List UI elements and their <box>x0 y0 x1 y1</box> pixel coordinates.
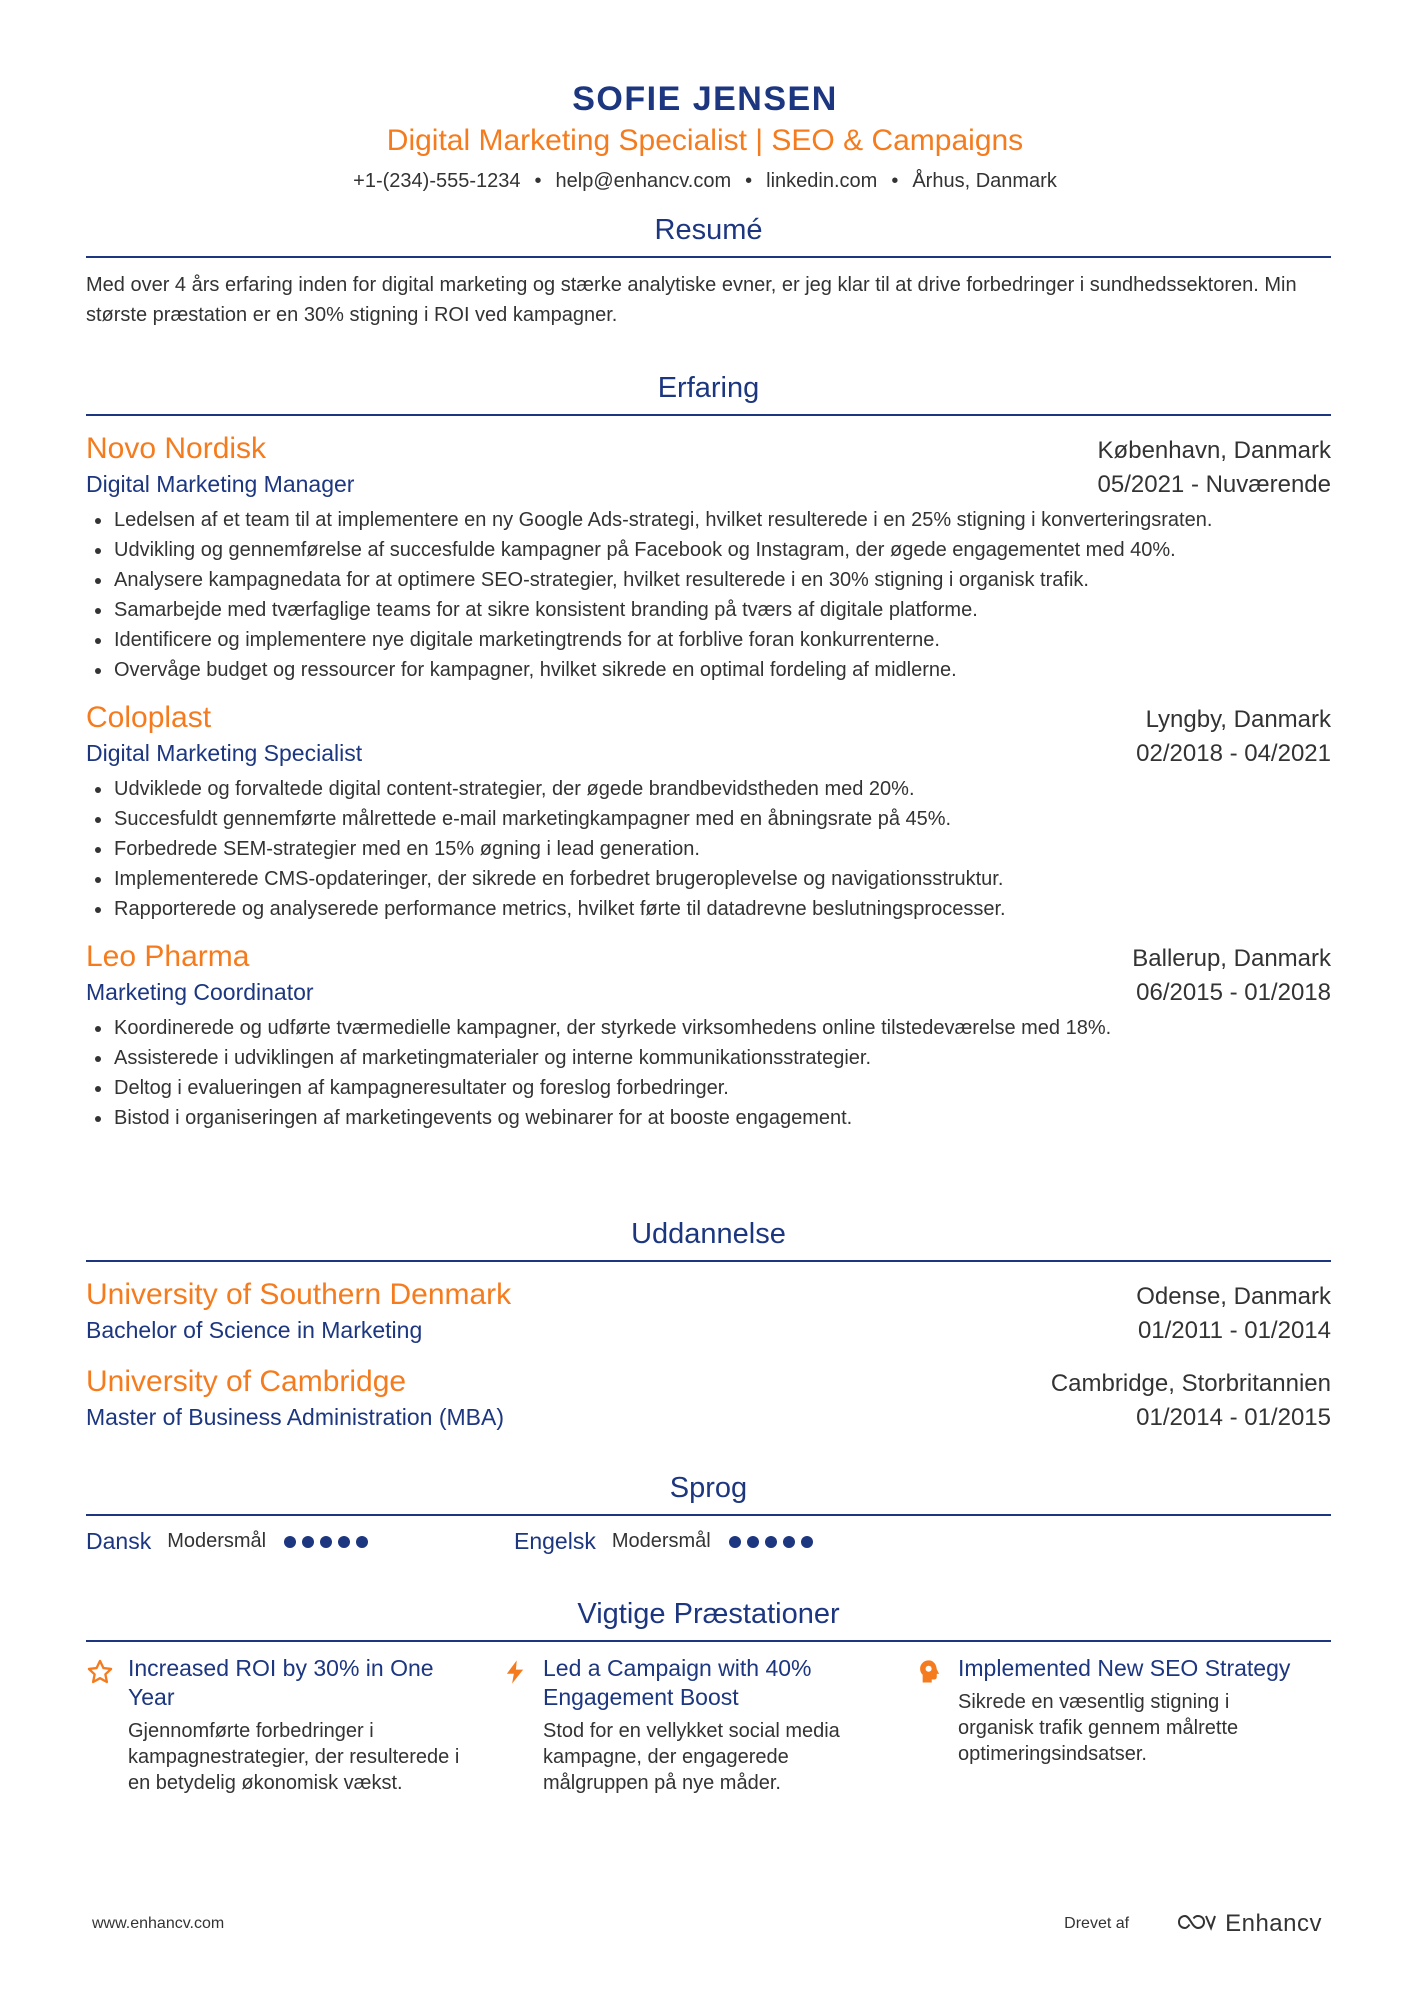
bullet-item: Analysere kampagnedata for at optimere SEO-strategier, hvilket resulterede i en 30% stigning i organisk trafik. <box>114 565 1331 595</box>
language-item <box>514 1528 942 1555</box>
rating-dot <box>765 1536 777 1548</box>
job-role: Marketing Coordinator <box>86 979 314 1005</box>
company-name: Novo Nordisk <box>86 432 267 465</box>
job-dates: 05/2021 - Nuværende <box>1097 471 1331 498</box>
education-entry <box>86 1276 1331 1347</box>
head-idea-icon <box>916 1654 958 1796</box>
rating-dot <box>747 1536 759 1548</box>
language-rating <box>284 1536 374 1548</box>
section-title: Resumé <box>86 212 1331 258</box>
candidate-name: SOFIE JENSEN <box>572 80 838 118</box>
phone[interactable]: +1-(234)-555-1234 <box>353 170 521 192</box>
school-location: Cambridge, Storbritannien <box>1050 1370 1331 1397</box>
achievement-title: Led a Campaign with 40% Engagement Boost <box>543 1655 812 1710</box>
language-rating <box>729 1536 819 1548</box>
bullet-item: Forbedrede SEM-strategier med en 15% øgning i lead generation. <box>114 834 1331 864</box>
achievement-item <box>916 1654 1331 1796</box>
rating-dot <box>356 1536 368 1548</box>
education-section <box>86 1216 1331 1434</box>
lightning-icon <box>501 1654 543 1796</box>
bullet-item: Koordinerede og udførte tværmedielle kampagner, der styrkede virksomhedens online tilstedeværelse med 18%. <box>114 1013 1331 1043</box>
achievements-section <box>86 1596 1331 1796</box>
bullet-item: Rapporterede og analyserede performance metrics, hvilket førte til datadrevne beslutningsprocesser. <box>114 894 1331 924</box>
rating-dot <box>801 1536 813 1548</box>
job-entry <box>86 430 1331 685</box>
job-dates: 02/2018 - 04/2021 <box>1136 740 1331 767</box>
bullet-item: Ledelsen af et team til at implementere en ny Google Ads-strategi, hvilket resulterede i en 25% stigning i konverteringsraten. <box>114 505 1331 535</box>
job-bullets <box>86 1013 1331 1133</box>
footer-url[interactable]: www.enhancv.com <box>92 1915 225 1932</box>
bullet-item: Udvikling og gennemførelse af succesfulde kampagner på Facebook og Instagram, der øgede engagementet med 40%. <box>114 535 1331 565</box>
job-entry <box>86 938 1331 1133</box>
bullet-item: Succesfuldt gennemførte målrettede e-mail marketingkampagner med en åbningsrate på 45%. <box>114 804 1331 834</box>
bullet-item: Overvåge budget og ressourcer for kampagner, hvilket sikrede en optimal fordeling af midlerne. <box>114 655 1331 685</box>
achievement-title: Increased ROI by 30% in One Year <box>128 1655 434 1710</box>
achievement-title: Implemented New SEO Strategy <box>958 1655 1291 1681</box>
language-name: Engelsk <box>514 1528 596 1554</box>
rating-dot <box>320 1536 332 1548</box>
job-bullets <box>86 505 1331 685</box>
rating-dot <box>783 1536 795 1548</box>
email[interactable]: help@enhancv.com <box>555 170 732 192</box>
rating-dot <box>284 1536 296 1548</box>
linkedin-link[interactable]: linkedin.com <box>766 170 878 192</box>
language-level: Modersmål <box>611 1530 711 1552</box>
location: Århus, Danmark <box>912 170 1057 192</box>
section-title: Vigtige Præstationer <box>86 1596 1331 1642</box>
separator-dot: • <box>534 170 542 192</box>
candidate-headline: Digital Marketing Specialist | SEO & Campaigns <box>386 124 1024 157</box>
job-location: Lyngby, Danmark <box>1145 706 1331 733</box>
bullet-item: Assisterede i udviklingen af marketingmaterialer og interne kommunikationsstrategier. <box>114 1043 1331 1073</box>
summary-text: Med over 4 års erfaring inden for digital marketing og stærke analytiske evner, er jeg klar til at drive forbedringer i sundhedssektoren. Min største præstation er en 30% stigning i ROI ved kampagner. <box>86 274 1297 326</box>
school-name: University of Southern Denmark <box>86 1278 512 1311</box>
brand-mark <box>1064 1910 1322 1938</box>
job-bullets <box>86 774 1331 924</box>
powered-by-label: Drevet af <box>1064 1915 1130 1932</box>
brand-name: Enhancv <box>1225 1910 1322 1937</box>
education-entry <box>86 1363 1331 1434</box>
achievement-desc: Stod for en vellykket social media kampagne, der engagerede målgruppen på nye måder. <box>543 1720 840 1794</box>
resume-header <box>0 0 1410 194</box>
school-location: Odense, Danmark <box>1136 1283 1331 1310</box>
achievement-desc: Gjennomførte forbedringer i kampagnestrategier, der resulterede i en betydelig økonomisk vækst. <box>128 1720 460 1794</box>
bullet-item: Implementerede CMS-opdateringer, der sikrede en forbedret brugeroplevelse og navigationsstruktur. <box>114 864 1331 894</box>
achievement-item <box>86 1654 501 1796</box>
job-role: Digital Marketing Manager <box>86 471 355 497</box>
job-role: Digital Marketing Specialist <box>86 740 363 766</box>
school-name: University of Cambridge <box>86 1365 407 1398</box>
company-name: Coloplast <box>86 701 212 734</box>
rating-dot <box>729 1536 741 1548</box>
languages-section <box>86 1470 1331 1555</box>
education-dates: 01/2011 - 01/2014 <box>1137 1317 1331 1344</box>
bullet-item: Udviklede og forvaltede digital content-strategier, der øgede brandbevidstheden med 20%. <box>114 774 1331 804</box>
job-dates: 06/2015 - 01/2018 <box>1136 979 1331 1006</box>
separator-dot: • <box>745 170 753 192</box>
bullet-item: Deltog i evalueringen af kampagneresultater og foreslog forbedringer. <box>114 1073 1331 1103</box>
enhancv-logo-icon <box>1173 1911 1217 1938</box>
section-title: Sprog <box>86 1470 1331 1516</box>
company-name: Leo Pharma <box>86 940 250 973</box>
degree: Master of Business Administration (MBA) <box>86 1404 504 1430</box>
achievement-desc: Sikrede en væsentlig stigning i organisk trafik gennem målrette optimeringsindsatser. <box>958 1691 1239 1765</box>
bullet-item: Samarbejde med tværfaglige teams for at sikre konsistent branding på tværs af digitale platforme. <box>114 595 1331 625</box>
achievement-item <box>501 1654 916 1796</box>
bullet-item: Bistod i organiseringen af marketingevents og webinarer for at booste engagement. <box>114 1103 1331 1133</box>
section-title: Erfaring <box>86 370 1331 416</box>
separator-dot: • <box>891 170 899 192</box>
experience-section <box>86 370 1331 1133</box>
job-location: København, Danmark <box>1097 437 1331 464</box>
language-level: Modersmål <box>167 1530 267 1552</box>
degree: Bachelor of Science in Marketing <box>86 1317 423 1343</box>
page-footer <box>92 1910 1322 1938</box>
rating-dot <box>302 1536 314 1548</box>
job-entry <box>86 699 1331 924</box>
language-item <box>86 1528 514 1555</box>
summary-section <box>86 212 1331 330</box>
rating-dot <box>338 1536 350 1548</box>
language-name: Dansk <box>86 1528 152 1554</box>
education-dates: 01/2014 - 01/2015 <box>1136 1404 1331 1431</box>
star-icon <box>86 1654 128 1796</box>
job-location: Ballerup, Danmark <box>1132 945 1331 972</box>
section-title: Uddannelse <box>86 1216 1331 1262</box>
contact-line <box>0 168 1410 194</box>
bullet-item: Identificere og implementere nye digitale marketingtrends for at forblive foran konkurrenterne. <box>114 625 1331 655</box>
